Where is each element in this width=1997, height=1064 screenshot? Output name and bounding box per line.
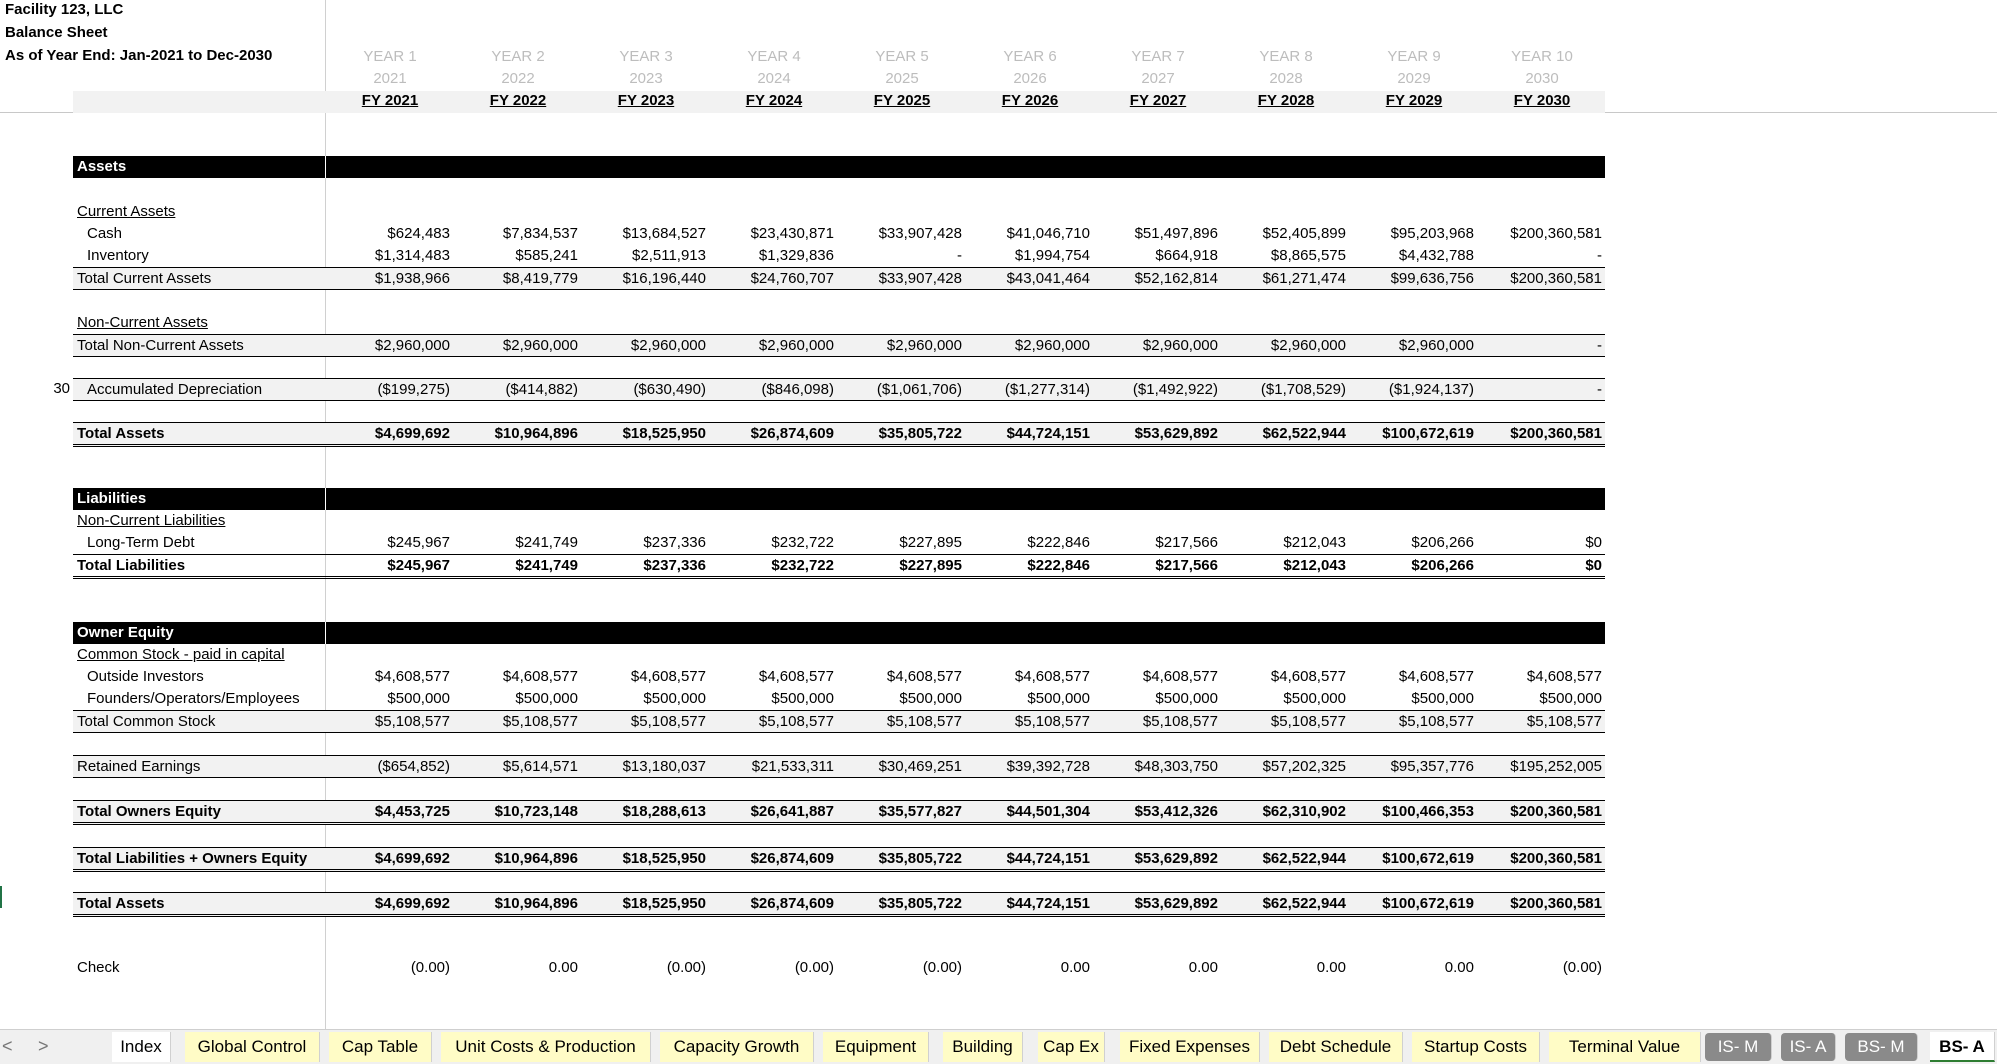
value-cell[interactable]: $4,699,692 [374,895,450,912]
line-item-row [73,532,1605,553]
value-cell[interactable]: $200,360,581 [1510,850,1602,867]
value-cell[interactable]: 0.00 [1444,959,1474,976]
sheet-tab[interactable]: IS- A [1781,1033,1836,1061]
subsection-header [73,644,1605,665]
line-item-row [73,245,1605,266]
section-header [73,488,1605,510]
value-cell[interactable]: $0 [1585,557,1602,574]
line-item-row [73,666,1605,687]
value-cell[interactable]: $500,000 [899,690,962,707]
sheet-tab[interactable]: BS- M [1845,1033,1918,1061]
value-cell[interactable]: $53,629,892 [1134,895,1218,912]
value-cell[interactable]: $1,938,966 [374,270,450,287]
value-cell[interactable]: $35,805,722 [878,895,962,912]
value-cell[interactable]: ($1,924,137) [1388,381,1474,398]
row-label: Total Non-Current Assets [77,337,244,354]
value-cell[interactable]: $43,041,464 [1006,270,1090,287]
value-cell[interactable]: $200,360,581 [1510,270,1602,287]
section-header [73,156,1605,178]
fiscal-year-header: FY 2021 [361,92,419,109]
row-label: Accumulated Depreciation [87,381,263,398]
value-cell[interactable]: $62,522,944 [1262,850,1346,867]
value-cell[interactable]: $4,608,577 [1526,668,1602,685]
calendar-year-header: 2022 [501,70,535,87]
value-cell[interactable]: $195,252,005 [1510,758,1602,775]
sheet-tab-bar [0,1029,1997,1064]
value-cell[interactable]: $61,271,474 [1262,270,1346,287]
fiscal-year-header: FY 2029 [1385,92,1443,109]
line-item-row [73,223,1605,244]
value-cell[interactable]: ($414,882) [505,381,578,398]
row-label: Non-Current Assets [77,314,208,331]
value-cell[interactable]: $2,960,000 [758,337,834,354]
year-header: YEAR 1 [363,48,417,65]
value-cell[interactable]: $5,108,577 [1270,713,1346,730]
sheet-tab[interactable]: IS- M [1705,1033,1772,1061]
value-cell[interactable]: $30,469,251 [878,758,962,775]
total-row [73,755,1605,778]
total-row [73,334,1605,357]
value-cell[interactable]: $1,314,483 [374,247,450,264]
value-cell[interactable]: ($630,490) [633,381,706,398]
value-cell[interactable]: $10,723,148 [494,803,578,820]
value-cell[interactable]: $4,453,725 [374,803,450,820]
value-cell[interactable]: $100,672,619 [1382,850,1474,867]
value-cell[interactable]: $4,699,692 [374,850,450,867]
value-cell[interactable]: $241,749 [515,557,578,574]
value-cell[interactable]: $44,724,151 [1006,850,1090,867]
value-cell[interactable]: $5,108,577 [374,713,450,730]
value-cell[interactable]: $200,360,581 [1510,225,1602,242]
value-cell[interactable]: $232,722 [771,557,834,574]
sheet-tab[interactable]: Cap Ex [1038,1032,1105,1062]
value-cell[interactable]: $23,430,871 [750,225,834,242]
value-cell[interactable]: $21,533,311 [751,758,834,775]
row-label: Founders/Operators/Employees [87,690,300,707]
value-cell[interactable]: $5,108,577 [1526,713,1602,730]
year-header: YEAR 4 [747,48,801,65]
row-label: Cash [87,225,123,242]
value-cell[interactable]: (0.00) [410,959,450,976]
value-cell[interactable]: $500,000 [1283,690,1346,707]
year-header: YEAR 8 [1259,48,1313,65]
grand-total-row [73,800,1605,825]
value-cell[interactable]: $100,672,619 [1382,895,1474,912]
section-header [73,622,1605,644]
value-cell[interactable]: $624,483 [387,225,450,242]
value-cell[interactable]: $100,672,619 [1382,425,1474,442]
value-cell[interactable]: $52,162,814 [1134,270,1218,287]
value-cell[interactable]: $53,629,892 [1134,850,1218,867]
value-cell[interactable]: $500,000 [771,690,834,707]
subsection-header [73,312,1605,333]
value-cell[interactable]: $5,614,571 [502,758,578,775]
value-cell[interactable]: $44,724,151 [1006,895,1090,912]
value-cell[interactable]: $4,608,577 [758,668,834,685]
row-label: Total Assets [77,425,165,442]
value-cell[interactable]: $53,629,892 [1134,425,1218,442]
sheet-tab[interactable]: Building [943,1032,1023,1062]
value-cell[interactable]: $1,994,754 [1014,247,1090,264]
sheet-tab[interactable]: Cap Table [329,1032,432,1062]
value-cell[interactable]: $245,967 [387,534,450,551]
value-cell[interactable]: $53,412,326 [1134,803,1218,820]
value-cell[interactable]: - [957,247,962,264]
value-cell[interactable]: $62,522,944 [1262,895,1346,912]
value-cell[interactable]: $232,722 [771,534,834,551]
calendar-year-header: 2026 [1013,70,1047,87]
sheet-tab[interactable]: Unit Costs & Production [441,1032,651,1062]
row-label: Long-Term Debt [87,534,195,551]
sheet-tab[interactable]: Equipment [823,1032,929,1062]
value-cell[interactable]: $206,266 [1411,534,1474,551]
row-label: Owner Equity [77,624,174,641]
value-cell[interactable]: $24,760,707 [750,270,834,287]
row-label: Total Assets [77,895,165,912]
company-name: Facility 123, LLC [5,1,124,18]
fiscal-year-header: FY 2024 [745,92,803,109]
value-cell[interactable]: $5,108,577 [758,713,834,730]
value-cell[interactable]: $10,964,896 [494,895,578,912]
grand-total-row [73,892,1605,917]
row-label: Check [77,959,120,976]
row-label: Total Liabilities + Owners Equity [77,850,308,867]
subsection-header [73,510,1605,531]
value-cell[interactable]: - [1597,337,1602,354]
value-cell[interactable]: $237,336 [643,534,706,551]
row-label: Liabilities [77,490,147,507]
calendar-year-header: 2027 [1141,70,1175,87]
value-cell[interactable]: $500,000 [1155,690,1218,707]
value-cell[interactable]: (0.00) [1562,959,1602,976]
calendar-year-header: 2021 [373,70,407,87]
value-cell[interactable]: $95,357,776 [1390,758,1474,775]
row-label: Total Common Stock [77,713,216,730]
value-cell[interactable]: $1,329,836 [758,247,834,264]
value-cell[interactable]: $0 [1585,534,1602,551]
calendar-year-header: 2025 [885,70,919,87]
value-cell[interactable]: $35,805,722 [878,850,962,867]
sheet-tab[interactable]: Fixed Expenses [1120,1032,1260,1062]
value-cell[interactable]: $222,846 [1027,534,1090,551]
value-cell[interactable]: $35,805,722 [878,425,962,442]
value-cell[interactable]: $217,566 [1155,557,1218,574]
value-cell[interactable]: $585,241 [515,247,578,264]
value-cell[interactable]: $212,043 [1283,534,1346,551]
value-cell[interactable]: $4,432,788 [1398,247,1474,264]
total-row [73,267,1605,290]
row-label: Retained Earnings [77,758,201,775]
row-label: Outside Investors [87,668,204,685]
value-cell[interactable]: $33,907,428 [878,225,962,242]
value-cell[interactable]: $13,684,527 [622,225,706,242]
value-cell[interactable]: ($1,277,314) [1004,381,1090,398]
value-cell[interactable]: ($654,852) [377,758,450,775]
value-cell[interactable]: $26,641,887 [750,803,834,820]
row-label: Total Liabilities [77,557,186,574]
value-cell[interactable]: $13,180,037 [622,758,706,775]
value-cell[interactable]: $5,108,577 [1142,713,1218,730]
value-cell[interactable]: $7,834,537 [502,225,578,242]
value-cell[interactable]: $100,466,353 [1382,803,1474,820]
value-cell[interactable]: $500,000 [1027,690,1090,707]
value-cell[interactable]: $18,525,950 [622,425,706,442]
value-cell[interactable]: $48,303,750 [1134,758,1218,775]
value-cell[interactable]: $26,874,609 [750,895,834,912]
value-cell[interactable]: $4,608,577 [630,668,706,685]
value-cell[interactable]: $33,907,428 [878,270,962,287]
value-cell[interactable]: $2,960,000 [1398,337,1474,354]
row-label: Total Current Assets [77,270,212,287]
calendar-year-header: 2028 [1269,70,1303,87]
value-cell[interactable]: $200,360,581 [1510,895,1602,912]
value-cell[interactable]: $41,046,710 [1006,225,1090,242]
value-cell[interactable]: ($199,275) [377,381,450,398]
value-cell[interactable]: $4,608,577 [1270,668,1346,685]
value-cell[interactable]: $222,846 [1027,557,1090,574]
subsection-header [73,201,1605,222]
year-header: YEAR 3 [619,48,673,65]
year-header: YEAR 6 [1003,48,1057,65]
value-cell[interactable]: $227,895 [899,557,962,574]
value-cell[interactable]: $241,749 [515,534,578,551]
value-cell[interactable]: $245,967 [387,557,450,574]
sheet-tab[interactable]: Capacity Growth [660,1032,814,1062]
row-label: Total Owners Equity [77,803,221,820]
row-label: Current Assets [77,203,176,220]
value-cell[interactable]: $52,405,899 [1262,225,1346,242]
total-row [73,378,1605,401]
year-header: YEAR 10 [1511,48,1573,65]
value-cell[interactable]: $2,960,000 [1142,337,1218,354]
value-cell[interactable]: $500,000 [1411,690,1474,707]
value-cell[interactable]: $57,202,325 [1262,758,1346,775]
value-cell[interactable]: $5,108,577 [1014,713,1090,730]
value-cell[interactable]: $51,497,896 [1134,225,1218,242]
year-header: YEAR 7 [1131,48,1185,65]
value-cell[interactable]: (0.00) [666,959,706,976]
value-cell[interactable]: $99,636,756 [1390,270,1474,287]
prev-sheet-button[interactable]: < [2,1036,13,1056]
sheet-tab-active[interactable]: BS- A [1930,1032,1995,1062]
value-cell[interactable]: $2,511,913 [632,247,706,264]
report-title: Balance Sheet [5,24,108,41]
value-cell[interactable]: $4,608,577 [1398,668,1474,685]
check-row [73,957,1605,978]
value-cell[interactable]: ($846,098) [761,381,834,398]
grand-total-row [73,422,1605,447]
fiscal-year-header: FY 2030 [1513,92,1571,109]
value-cell[interactable]: $5,108,577 [630,713,706,730]
value-cell[interactable]: $8,419,779 [502,270,578,287]
calendar-year-header: 2029 [1397,70,1431,87]
value-cell[interactable]: (0.00) [794,959,834,976]
value-cell[interactable]: $44,724,151 [1006,425,1090,442]
value-cell[interactable]: $62,310,902 [1262,803,1346,820]
value-cell[interactable]: ($1,492,922) [1132,381,1218,398]
value-cell[interactable]: $2,960,000 [502,337,578,354]
sheet-tab[interactable]: Global Control [185,1032,320,1062]
value-cell[interactable]: 0.00 [1060,959,1090,976]
value-cell[interactable]: $10,964,896 [494,850,578,867]
value-cell[interactable]: $35,577,827 [878,803,962,820]
value-cell[interactable]: $10,964,896 [494,425,578,442]
value-cell[interactable]: 0.00 [1316,959,1346,976]
fiscal-year-header: FY 2028 [1257,92,1315,109]
value-cell[interactable]: $26,874,609 [750,850,834,867]
value-cell[interactable]: $227,895 [899,534,962,551]
value-cell[interactable]: $18,525,950 [622,895,706,912]
value-cell[interactable]: $664,918 [1155,247,1218,264]
sheet-tab[interactable]: Startup Costs [1412,1032,1540,1062]
row-label: Non-Current Liabilities [77,512,226,529]
value-cell[interactable]: $5,108,577 [502,713,578,730]
value-cell[interactable]: $206,266 [1411,557,1474,574]
sheet-tab[interactable]: Debt Schedule [1269,1032,1403,1062]
value-cell[interactable]: (0.00) [922,959,962,976]
calendar-year-header: 2024 [757,70,791,87]
value-cell[interactable]: $4,699,692 [374,425,450,442]
fiscal-year-header: FY 2025 [873,92,931,109]
value-cell[interactable]: $500,000 [515,690,578,707]
value-cell[interactable]: $237,336 [643,557,706,574]
value-cell[interactable]: $5,108,577 [886,713,962,730]
value-cell[interactable]: - [1597,247,1602,264]
value-cell[interactable]: $4,608,577 [1014,668,1090,685]
value-cell[interactable]: $44,501,304 [1006,803,1090,820]
value-cell[interactable]: $212,043 [1283,557,1346,574]
value-cell[interactable]: $62,522,944 [1262,425,1346,442]
fiscal-year-header: FY 2023 [617,92,675,109]
value-cell[interactable]: $217,566 [1155,534,1218,551]
value-cell[interactable]: $4,608,577 [1142,668,1218,685]
value-cell[interactable]: $8,865,575 [1270,247,1346,264]
calendar-year-header: 2023 [629,70,663,87]
value-cell[interactable]: $18,525,950 [622,850,706,867]
value-cell[interactable]: $500,000 [387,690,450,707]
value-cell[interactable]: $500,000 [1539,690,1602,707]
row-number: 30 [53,380,70,397]
value-cell[interactable]: $16,196,440 [622,270,706,287]
next-sheet-button[interactable]: > [38,1036,49,1056]
grand-total-row [73,847,1605,872]
value-cell[interactable]: ($1,708,529) [1260,381,1346,398]
selection-marker [0,886,2,908]
value-cell[interactable]: $39,392,728 [1006,758,1090,775]
year-header: YEAR 2 [491,48,545,65]
line-item-row [73,688,1605,709]
total-row [73,554,1605,579]
value-cell[interactable]: $200,360,581 [1510,425,1602,442]
sheet-tab[interactable]: Index [112,1032,171,1062]
value-cell[interactable]: $26,874,609 [750,425,834,442]
report-period: As of Year End: Jan-2021 to Dec-2030 [5,47,273,64]
value-cell[interactable]: $2,960,000 [886,337,962,354]
value-cell[interactable]: - [1597,381,1602,398]
fiscal-year-header: FY 2027 [1129,92,1187,109]
year-header: YEAR 9 [1387,48,1441,65]
value-cell[interactable]: $200,360,581 [1510,803,1602,820]
year-header: YEAR 5 [875,48,929,65]
value-cell[interactable]: $4,608,577 [886,668,962,685]
value-cell[interactable]: 0.00 [548,959,578,976]
value-cell[interactable]: $18,288,613 [622,803,706,820]
value-cell[interactable]: $4,608,577 [502,668,578,685]
calendar-year-header: 2030 [1525,70,1559,87]
fiscal-year-header: FY 2022 [489,92,547,109]
row-label: Inventory [87,247,149,264]
total-row [73,710,1605,733]
value-cell[interactable]: $2,960,000 [1270,337,1346,354]
row-label: Common Stock - paid in capital [77,646,285,663]
value-cell[interactable]: $2,960,000 [630,337,706,354]
value-cell[interactable]: $5,108,577 [1398,713,1474,730]
sheet-tab[interactable]: Terminal Value [1549,1032,1701,1062]
value-cell[interactable]: ($1,061,706) [876,381,962,398]
value-cell[interactable]: $2,960,000 [1014,337,1090,354]
row-label: Assets [77,158,127,175]
fiscal-year-header: FY 2026 [1001,92,1059,109]
value-cell[interactable]: 0.00 [1188,959,1218,976]
value-cell[interactable]: $500,000 [643,690,706,707]
value-cell[interactable]: $95,203,968 [1390,225,1474,242]
value-cell[interactable]: $2,960,000 [374,337,450,354]
value-cell[interactable]: $4,608,577 [374,668,450,685]
